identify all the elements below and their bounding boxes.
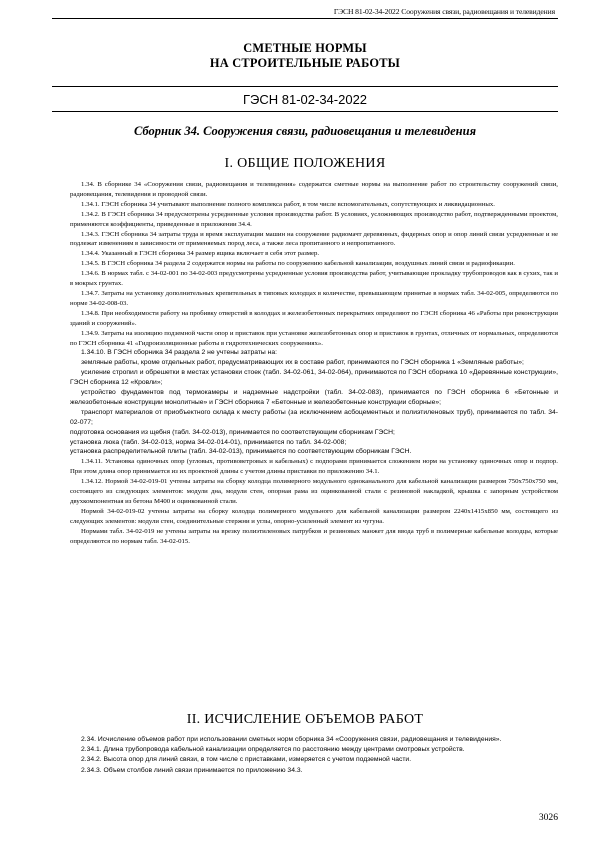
section-2-heading: II. ИСЧИСЛЕНИЕ ОБЪЕМОВ РАБОТ [186,712,424,727]
title-line-1: СМЕТНЫЕ НОРМЫ [243,41,367,55]
paragraph: 1.34.8. При необходимости работу на пробивку отверстий в колодцах и железобетонных перекрытиях определяют по ГЭСН сборника 46 «Работы при реконструкции зданий и сооружений». [70,309,558,327]
section-1-body [70,180,558,547]
paragraph: Нормой 34-02-019-02 учтены затраты на сборку колодца полимерного модульного для кабельной канализации размером 2240х1415х850 мм, состоящего из следующих элементов: модули стен, соединительные стержни и углы, опорно-усиленный элемент из чугуна. [70,507,558,525]
paragraph: Нормами табл. 34-02-019 не учтены затраты на врезку полиэтиленовых патрубков и резиновых манжет для ввода труб в полимерные кабельные колодцы, которые определяются по нормам табл. 34-02-015. [70,527,558,545]
list-item: установка люка (табл. 34-02-013, норма 34-02-014-01), принимается по табл. 34-02-008; [70,438,347,446]
paragraph: 1.34.10. В ГЭСН сборника 34 раздела 2 не учтены затраты на: [81,349,277,357]
paragraph: 2.34. Исчисление объемов работ при использовании сметных норм сборника 34 «Сооружения связи, радиовещания и телевидения». [81,736,502,743]
paragraph: 1.34.11. Установка одиночных опор (угловых, противоветровых и кабельных) с подпорами принимается сложением норм на установку одиночных опор и подпор. При этом длина опор принимается из их проектной длины с учетом длины приставки по приложению 34.1. [70,458,558,476]
list-item: установка распределительной плиты (табл. 34-02-013), принимается по соответствующим сборникам ГЭСН. [70,448,412,456]
paragraph: 1.34.7. Затраты на установку дополнительных крепительных в типовых колодцах в количестве, превышающем принятые в нормах табл. 34-02-005, определяются по норме 34-02-008-03. [70,289,558,307]
paragraph: 1.34.2. В ГЭСН сборника 34 предусмотрены усредненные условия производства работ. В условиях, усложняющих производство работ, подтвержденными проектом, применяются коэффициенты, приведенные в приложении 34.4. [70,210,558,228]
list-item: подготовка основания из щебня (табл. 34-02-013), принимается по соответствующим сборникам ГЭСН; [70,428,395,436]
section-1-heading: I. ОБЩИЕ ПОЛОЖЕНИЯ [224,156,386,171]
paragraph: 1.34. В сборнике 34 «Сооружения связи, радиовещания и телевидения» содержатся сметные нормы на выполнение работ по строительству сооружений связи, радиовещания, телевидения и проводной связи. [70,181,558,198]
list-item: усиление стропил и обрешетки в местах установки стоек (табл. 34-02-061, 34-02-064), принимаются по ГЭСН сборника 10 «Деревянные конструкции», ГЭСН сборника 12 «Кровли»; [70,369,558,387]
header-rule [52,18,558,19]
collection-title: Сборник 34. Сооружения связи, радиовещания и телевидения [133,124,477,138]
code-rule-top [52,86,558,87]
page-number: 3026 [538,812,558,823]
paragraph: 1.34.3. ГЭСН сборника 34 затраты труда и время эксплуатации машин на сооружение радиомачт деревянных, фидерных опор и опор линий связи усредненные и не подлежат изменениям в зависимости от применяемых пород леса, а также леса пропитанного и непропитанного. [70,230,558,248]
section-2-body [70,735,558,776]
running-header: ГЭСН 81-02-34-2022 Сооружения связи, радиовещания и телевидения [333,7,555,16]
document-title [52,41,558,71]
paragraph: 1.34.1. ГЭСН сборника 34 учитывают выполнение полного комплекса работ, в том числе вспомогательных, сопутствующих и ликвидационных. [81,200,495,208]
paragraph: 1.34.5. В ГЭСН сборника 34 раздела 2 содержатся нормы на работы по сооружению кабельной канализации, воздушных линий связи и радиофикации. [81,260,515,268]
gesn-code: ГЭСН 81-02-34-2022 [242,92,368,107]
paragraph: 1.34.12. Нормой 34-02-019-01 учтены затраты на сборку колодца полимерного модульного одноканального для кабельной канализации размером 750х750х750 мм, состоящего из следующих элементов: модули дна, модули стен, опорная рама из оцинкованной стали с резиновой накладкой, крышка с запорным устройством двухкомпонентная из бетона М400 и оцинкованной стали. [70,478,558,505]
paragraph: 1.34.4. Указанный в ГЭСН сборника 34 размер ящика включает в себя этот размер. [81,250,320,258]
list-item: земляные работы, кроме отдельных работ, предусматривающих их в составе работ, принимаются по ГЭСН сборника 1 «Земляные работы»; [81,359,524,367]
paragraph: 2.34.1. Длина трубопровода кабельной канализации определяется по расстоянию между центрами смотровых устройств. [81,746,465,754]
paragraph: 2.34.3. Объем столбов линий связи принимается по приложению 34.3. [81,766,303,774]
paragraph: 1.34.6. В нормах табл. с 34-02-001 по 34-02-003 предусмотрены усредненные условия производства работ, учитывающие прокладку трубопроводов как в сухих, так и в мокрых грунтах. [70,270,558,288]
title-line-2: НА СТРОИТЕЛЬНЫЕ РАБОТЫ [209,56,401,70]
list-item: устройство фундаментов под термокамеры и надземные надстройки (табл. 34-02-083), принимается по ГЭСН сборника 6 «Бетонные и железобетонные конструкции монолитные» и ГЭСН сборника 7 «Бетонные и железобетонные конструкции сборные»; [70,389,558,406]
list-item: транспорт материалов от приобъектного склада к месту работы (за исключением асбоцементных и полиэтиленовых труб), принимается по табл. 34-02-077; [70,408,558,426]
paragraph: 1.34.9. Затраты на изоляцию подземной части опор и приставок при установке железобетонных опор и приставок в грунтах, отличных от нормальных, определяются по ГЭСН сборника 41 «Гидроизоляционные работы в гидротехнических сооружениях». [70,329,558,347]
code-rule-bottom [52,111,558,112]
paragraph: 2.34.2. Высота опор для линий связи, в том числе с приставками, измеряется с учетом подземной части. [81,756,412,764]
